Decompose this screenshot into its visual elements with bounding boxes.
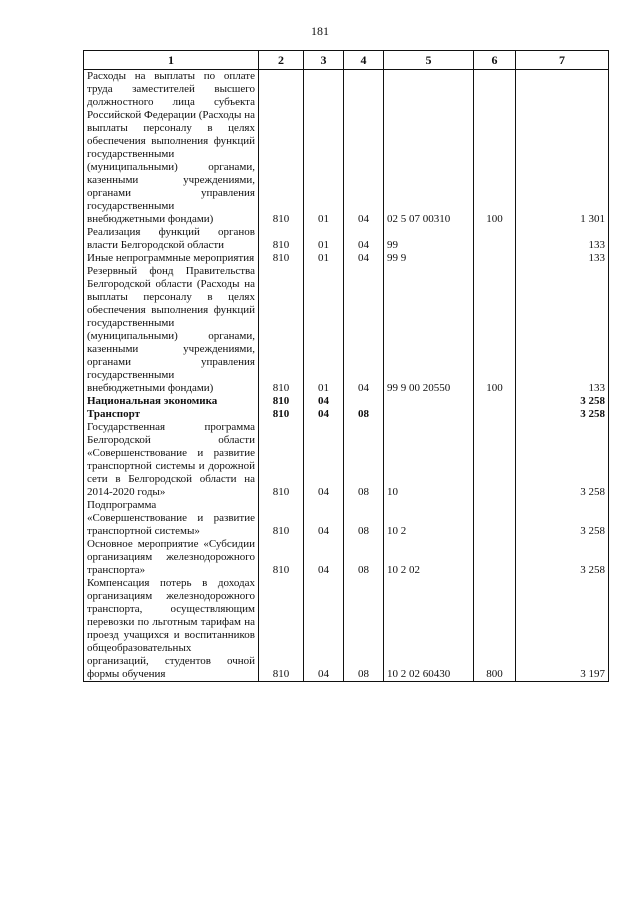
row-target-article	[384, 408, 474, 421]
column-header: 4	[344, 51, 384, 70]
row-grbs-code: 810	[259, 226, 304, 252]
row-target-article: 10 2	[384, 499, 474, 538]
row-amount: 133	[516, 226, 609, 252]
row-grbs-code: 810	[259, 70, 304, 227]
row-grbs-code: 810	[259, 499, 304, 538]
row-subsection-code: 08	[344, 499, 384, 538]
row-section-code: 04	[304, 577, 344, 682]
row-expense-type	[474, 252, 516, 265]
row-name: Транспорт	[84, 408, 259, 421]
column-header: 3	[304, 51, 344, 70]
row-name: Расходы на выплаты по оплате труда заместителей высшего должностного лица субъекта Российской Федерации (Расходы на выплаты персоналу в целях обеспечения выполнения функций государственными (муниципальными) органами, казенными учреждениями, органами управления государственными внебюджетными фондами)	[84, 70, 259, 227]
table-row	[84, 538, 609, 577]
row-target-article: 99 9 00 20550	[384, 265, 474, 395]
row-expense-type	[474, 538, 516, 577]
row-subsection-code: 04	[344, 265, 384, 395]
row-name: Государственная программа Белгородской области «Совершенствование и развитие транспортной системы и дорожной сети в Белгородской области на 2014-2020 годы»	[84, 421, 259, 499]
row-target-article: 10 2 02 60430	[384, 577, 474, 682]
row-target-article	[384, 395, 474, 408]
table-row	[84, 70, 609, 227]
column-header: 2	[259, 51, 304, 70]
row-grbs-code: 810	[259, 395, 304, 408]
row-amount: 3 197	[516, 577, 609, 682]
row-amount: 3 258	[516, 499, 609, 538]
row-expense-type: 100	[474, 70, 516, 227]
row-section-code: 04	[304, 538, 344, 577]
row-target-article: 99	[384, 226, 474, 252]
row-name: Компенсация потерь в доходах организациям железнодорожного транспорта, осуществляющим перевозки по льготным тарифам на проезд учащихся и воспитанников общеобразовательных организаций, студентов очной формы обучения	[84, 577, 259, 682]
table-row	[84, 252, 609, 265]
page-number: 181	[311, 24, 329, 38]
row-subsection-code	[344, 395, 384, 408]
row-section-code: 01	[304, 265, 344, 395]
column-header: 1	[84, 51, 259, 70]
table-row	[84, 226, 609, 252]
row-subsection-code: 08	[344, 577, 384, 682]
row-section-code: 01	[304, 226, 344, 252]
row-section-code: 01	[304, 70, 344, 227]
column-header: 7	[516, 51, 609, 70]
row-subsection-code: 04	[344, 252, 384, 265]
row-grbs-code: 810	[259, 421, 304, 499]
row-name: Подпрограмма «Совершенствование и развитие транспортной системы»	[84, 499, 259, 538]
row-amount: 1 301	[516, 70, 609, 227]
row-expense-type	[474, 395, 516, 408]
table-row	[84, 408, 609, 421]
row-expense-type	[474, 226, 516, 252]
table-row	[84, 421, 609, 499]
row-amount: 3 258	[516, 395, 609, 408]
row-section-code: 01	[304, 252, 344, 265]
row-name: Реализация функций органов власти Белгородской области	[84, 226, 259, 252]
row-target-article: 99 9	[384, 252, 474, 265]
header-row	[84, 51, 609, 70]
table-row	[84, 265, 609, 395]
column-header: 5	[384, 51, 474, 70]
column-header: 6	[474, 51, 516, 70]
row-section-code: 04	[304, 395, 344, 408]
row-grbs-code: 810	[259, 265, 304, 395]
row-grbs-code: 810	[259, 252, 304, 265]
row-subsection-code: 04	[344, 226, 384, 252]
row-expense-type	[474, 421, 516, 499]
row-target-article: 10	[384, 421, 474, 499]
row-amount: 3 258	[516, 538, 609, 577]
row-subsection-code: 08	[344, 421, 384, 499]
row-name: Национальная экономика	[84, 395, 259, 408]
row-target-article: 10 2 02	[384, 538, 474, 577]
table-row	[84, 395, 609, 408]
budget-table	[83, 50, 609, 682]
row-amount: 3 258	[516, 421, 609, 499]
row-name: Резервный фонд Правительства Белгородской области (Расходы на выплаты персоналу в целях обеспечения выполнения функций государственными (муниципальными) органами, казенными учреждениями, органами управления государственными внебюджетными фондами)	[84, 265, 259, 395]
table-row	[84, 499, 609, 538]
row-subsection-code: 08	[344, 408, 384, 421]
row-grbs-code: 810	[259, 408, 304, 421]
row-section-code: 04	[304, 408, 344, 421]
row-expense-type: 100	[474, 265, 516, 395]
row-subsection-code: 04	[344, 70, 384, 227]
row-amount: 133	[516, 265, 609, 395]
row-expense-type: 800	[474, 577, 516, 682]
row-section-code: 04	[304, 421, 344, 499]
row-expense-type	[474, 408, 516, 421]
row-section-code: 04	[304, 499, 344, 538]
row-target-article: 02 5 07 00310	[384, 70, 474, 227]
row-grbs-code: 810	[259, 577, 304, 682]
row-name: Основное мероприятие «Субсидии организациям железнодорожного транспорта»	[84, 538, 259, 577]
row-name: Иные непрограммные мероприятия	[84, 252, 259, 265]
row-expense-type	[474, 499, 516, 538]
row-amount: 133	[516, 252, 609, 265]
row-amount: 3 258	[516, 408, 609, 421]
row-subsection-code: 08	[344, 538, 384, 577]
table-row	[84, 577, 609, 682]
row-grbs-code: 810	[259, 538, 304, 577]
